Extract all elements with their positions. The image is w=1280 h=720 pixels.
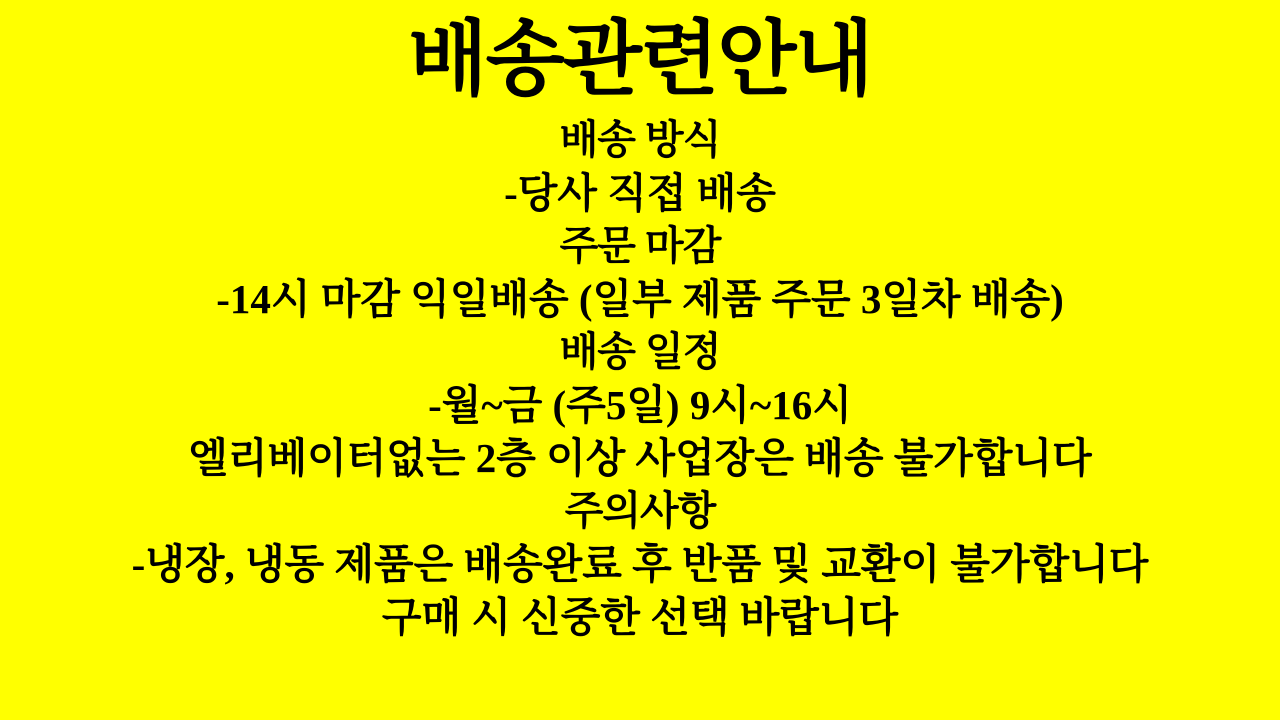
delivery-schedule-line: -월~금 (주5일) 9시~16시 bbox=[428, 382, 852, 428]
section-heading-order-deadline: 주문 마감 bbox=[559, 224, 721, 268]
section-heading-delivery-schedule: 배송 일정 bbox=[559, 330, 721, 374]
delivery-method-line: -당사 직접 배송 bbox=[504, 170, 776, 216]
section-heading-delivery-method: 배송 방식 bbox=[559, 118, 721, 162]
order-deadline-line: -14시 마감 익일배송 (일부 제품 주문 3일차 배송) bbox=[216, 276, 1064, 322]
no-return-exchange-line: -냉장, 냉동 제품은 배송완료 후 반품 및 교환이 불가합니다 bbox=[131, 541, 1149, 587]
section-heading-cautions: 주의사항 bbox=[564, 489, 716, 533]
careful-purchase-line: 구매 시 신중한 선택 바랍니다 bbox=[381, 594, 899, 640]
notice-title: 배송관련안내 bbox=[408, 14, 872, 105]
elevator-restriction-line: 엘리베이터없는 2층 이상 사업장은 배송 불가합니다 bbox=[188, 435, 1092, 481]
